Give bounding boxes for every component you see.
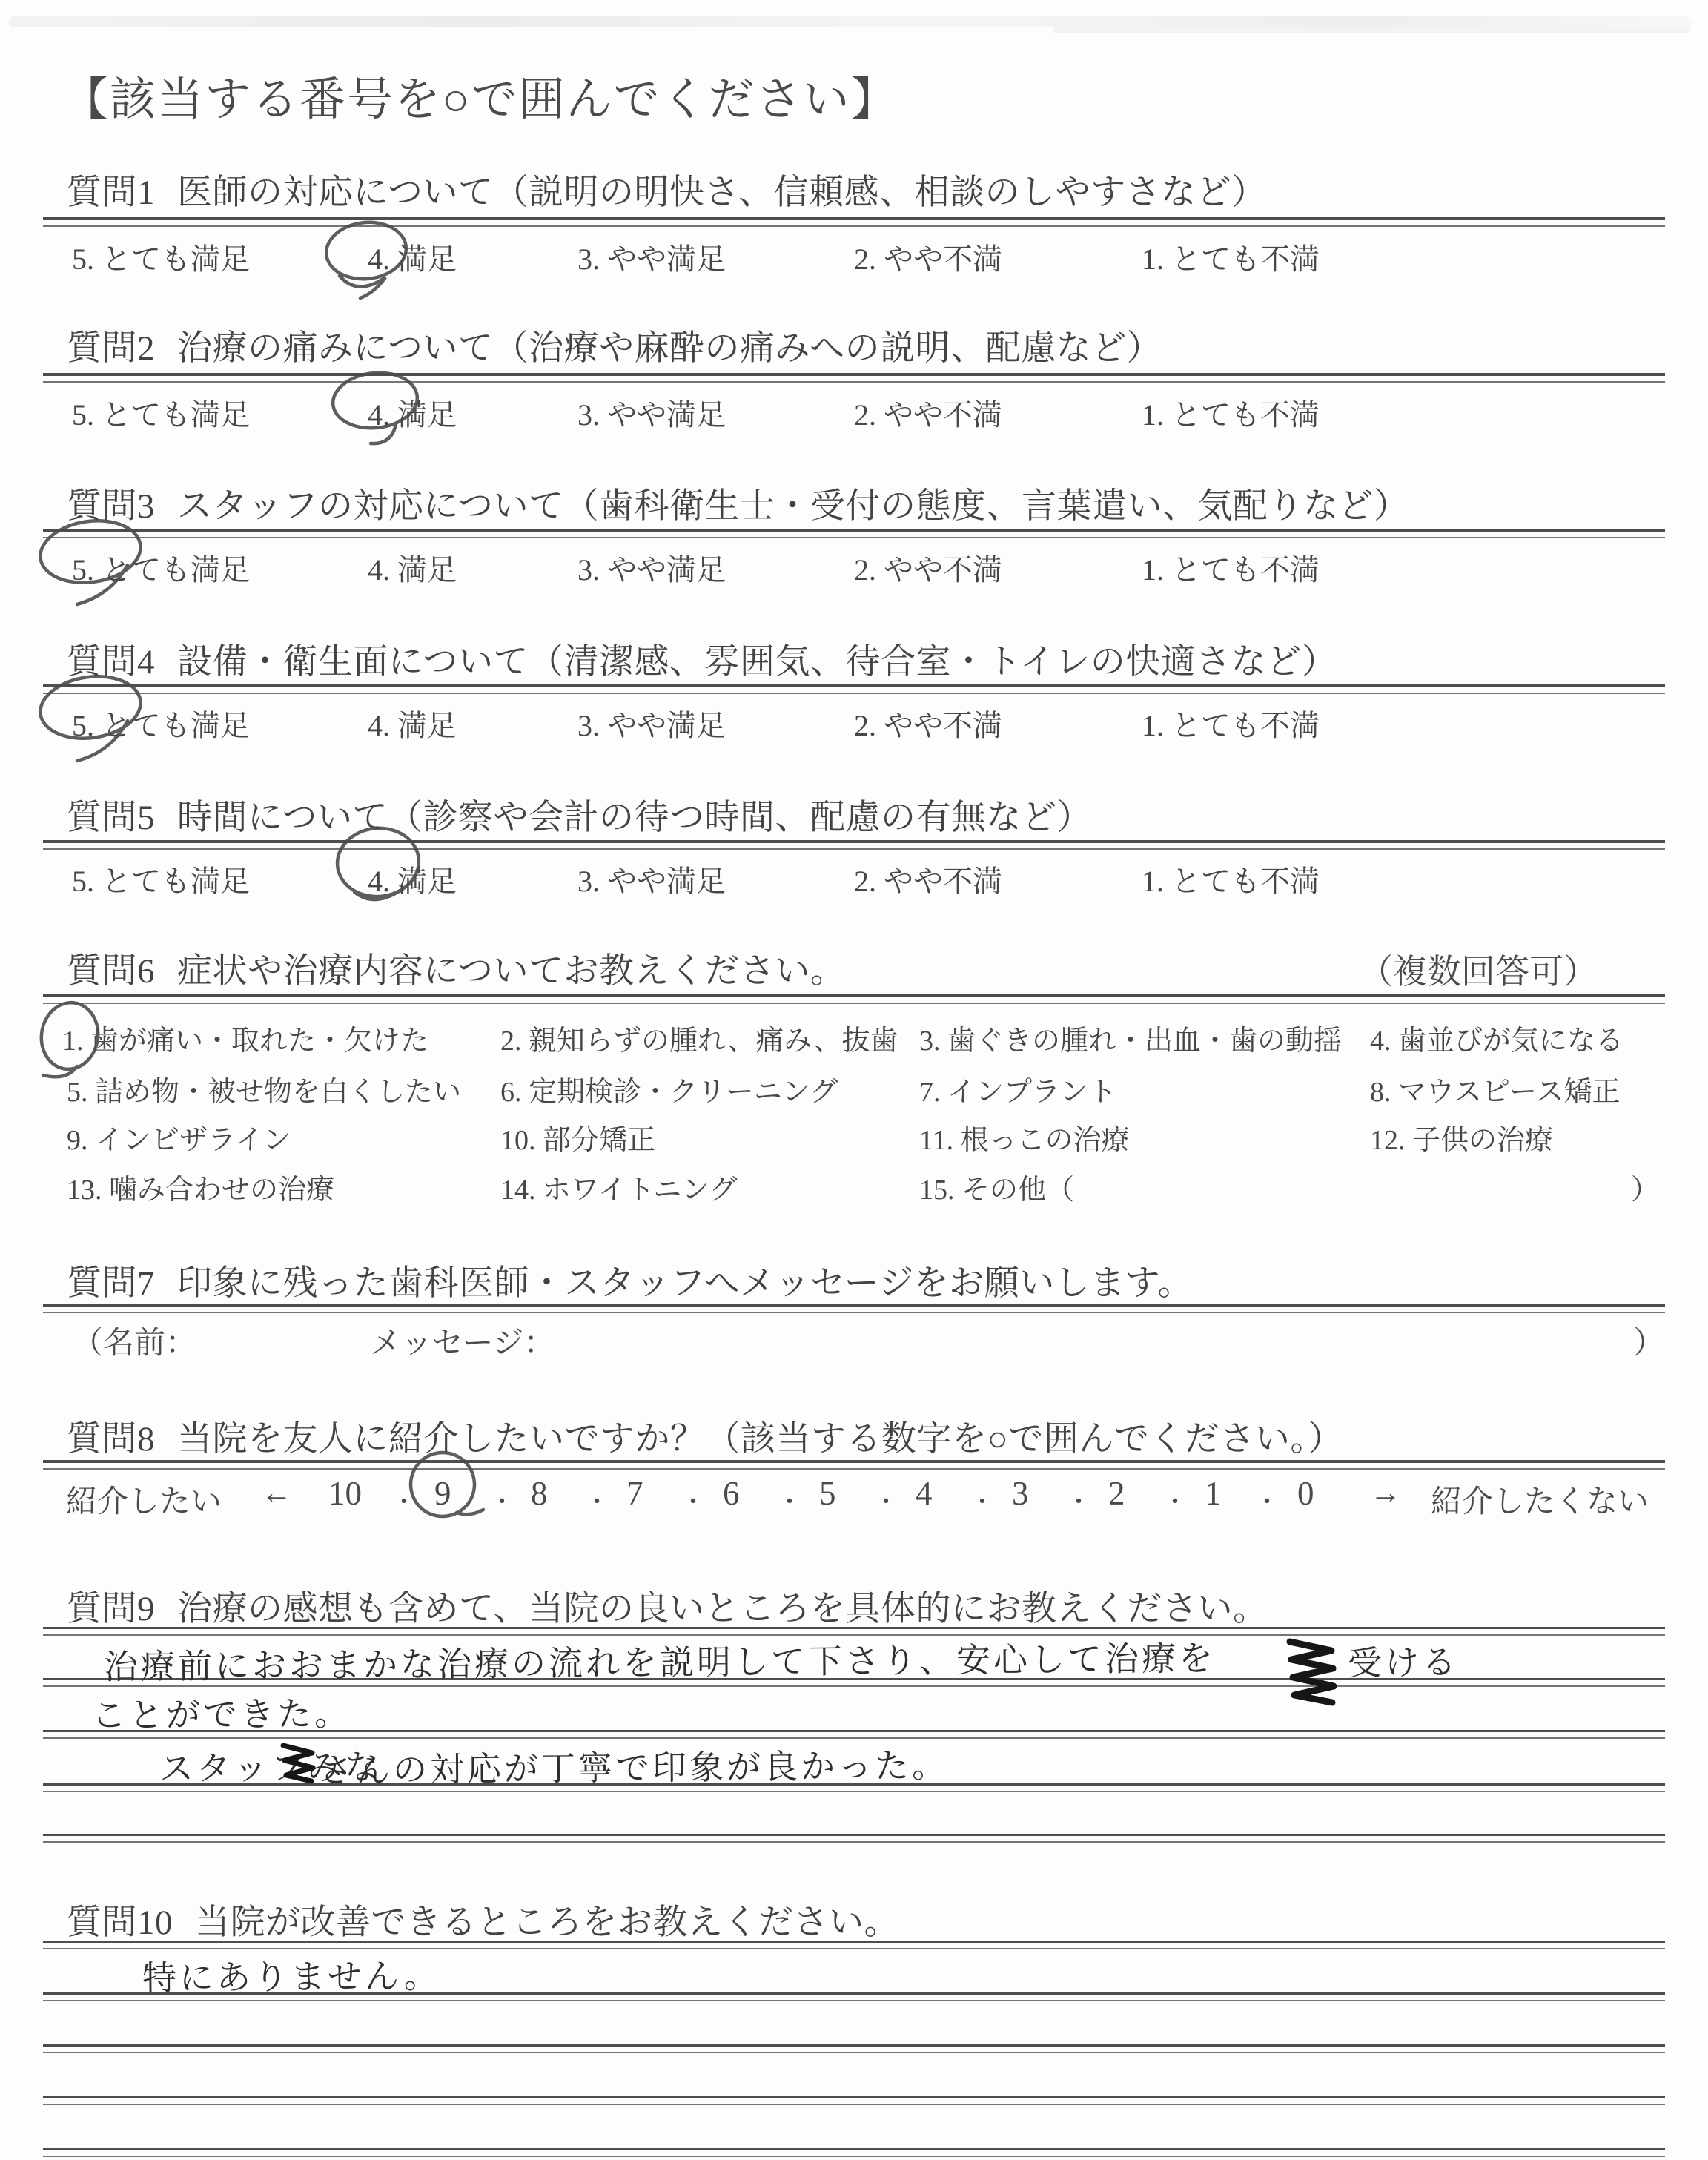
q8-number-1: 1	[1205, 1475, 1222, 1512]
q1-option-2: 2. やや不満	[854, 242, 1002, 276]
rule-line	[43, 529, 1665, 538]
question-3-heading	[67, 478, 1409, 528]
q5-option-5: 5. とても満足	[72, 865, 250, 898]
q7-message-label: メッセージ：	[370, 1327, 555, 1361]
q5-option-1: 1. とても不満	[1142, 865, 1320, 898]
q4-option-5: 5. とても満足	[72, 709, 250, 742]
q9-handwritten-line1-part2: 受ける	[1347, 1642, 1460, 1683]
scan-edge-artifact	[9, 16, 1692, 27]
question-9-label: 質問9	[67, 1590, 155, 1628]
q4-option-4: 4. 満足	[368, 709, 457, 742]
question-2-heading	[67, 320, 1162, 370]
q9-handwritten-line1-part1: 治療前におおまかな治療の流れを説明して下さり、安心して治療を	[103, 1638, 1217, 1687]
question-3-title: スタッフの対応について（歯科衛生士・受付の態度、言葉遣い、気配りなど）	[177, 487, 1409, 526]
question-5-label: 質問5	[67, 799, 155, 837]
question-7-heading	[67, 1255, 1193, 1305]
q8-number-6: 6	[723, 1475, 740, 1512]
question-2-label: 質問2	[67, 329, 155, 368]
q6-item-11: 11. 根っこの治療	[919, 1125, 1130, 1156]
q8-separator-dot: ・	[1254, 1489, 1280, 1516]
question-6-title: 症状や治療内容についてお教えください。	[177, 952, 846, 991]
answer-rule-line	[43, 2044, 1665, 2053]
question-8-title: 当院を友人に紹介したいですか？（該当する数字を○で囲んでください。）	[177, 1420, 1343, 1459]
q6-item-14: 14. ホワイトニング	[500, 1175, 738, 1206]
question-10-label: 質問10	[67, 1903, 173, 1942]
question-8-label: 質問8	[67, 1420, 155, 1459]
rule-line	[43, 373, 1665, 383]
q6-item-9: 9. インビザライン	[67, 1125, 291, 1156]
scan-edge-artifact-right	[1053, 27, 1690, 33]
q1-option-5: 5. とても満足	[72, 242, 250, 276]
q8-separator-dot: ・	[873, 1489, 898, 1516]
q8-separator-dot: ・	[777, 1489, 802, 1516]
q8-number-2: 2	[1108, 1475, 1125, 1512]
q2-option-1: 1. とても不満	[1142, 398, 1320, 432]
q1-option-4: 4. 満足	[368, 242, 457, 276]
q6-item-15: 15. その他（	[919, 1175, 1075, 1206]
question-7-title: 印象に残った歯科医師・スタッフへメッセージをお願いします。	[177, 1264, 1193, 1303]
rule-line	[43, 1304, 1665, 1313]
q8-number-3: 3	[1012, 1475, 1029, 1512]
q5-option-4: 4. 満足	[368, 865, 457, 898]
question-9-title: 治療の感想も含めて、当院の良いところを具体的にお教えください。	[177, 1590, 1268, 1628]
question-1-heading	[67, 165, 1267, 214]
q5-option-2: 2. やや不満	[854, 865, 1002, 898]
answer-rule-line	[43, 1941, 1665, 1949]
q2-option-5: 5. とても満足	[72, 398, 250, 432]
q8-separator-dot: ・	[681, 1489, 706, 1516]
q8-number-4: 4	[916, 1475, 933, 1512]
question-2-title: 治療の痛みについて（治療や麻酔の痛みへの説明、配慮など）	[177, 329, 1162, 368]
question-4-title: 設備・衛生面について（清潔感、雰囲気、待合室・トイレの快適さなど）	[177, 643, 1337, 681]
q8-separator-dot: ・	[584, 1489, 609, 1516]
q2-option-2: 2. やや不満	[854, 398, 1002, 432]
rule-line	[43, 684, 1665, 694]
q8-right-arrow-icon: →	[1370, 1476, 1401, 1510]
q9-handwritten-line3-part2: さんの対応が丁寧で印象が良かった。	[318, 1745, 950, 1791]
q8-separator-dot: ・	[489, 1489, 514, 1516]
q4-option-2: 2. やや不満	[854, 709, 1002, 742]
question-4-label: 質問4	[67, 643, 155, 681]
question-7-label: 質問7	[67, 1264, 155, 1303]
question-10-title: 当院が改善できるところをお教えください。	[195, 1903, 899, 1942]
q3-option-1: 1. とても不満	[1142, 553, 1320, 587]
q2-option-3: 3. やや満足	[577, 398, 726, 432]
q3-option-4: 4. 満足	[368, 553, 457, 587]
question-1-label: 質問1	[67, 174, 155, 212]
q6-item-3: 3. 歯ぐきの腫れ・出血・歯の動揺	[919, 1025, 1343, 1057]
page-title: 【該当する番号を○で囲んでください】	[62, 75, 898, 125]
q9-handwritten-line3-part1: スタッフみな	[159, 1746, 383, 1789]
q8-number-0: 0	[1297, 1475, 1314, 1512]
answer-rule-line	[43, 1834, 1665, 1843]
q8-separator-dot: ・	[1162, 1489, 1188, 1516]
question-9-heading	[67, 1581, 1268, 1631]
question-3-label: 質問3	[67, 487, 155, 526]
question-5-title: 時間について（診察や会計の待つ時間、配慮の有無など）	[177, 799, 1093, 837]
q6-item-12: 12. 子供の治療	[1370, 1125, 1554, 1156]
q10-handwritten-answer: 特にありません。	[142, 1955, 441, 1998]
q7-name-label: （名前：	[72, 1327, 197, 1361]
question-6-heading	[67, 943, 846, 993]
answer-rule-line	[43, 2096, 1665, 2105]
q1-option-1: 1. とても不満	[1142, 242, 1320, 276]
q1-option-3: 3. やや満足	[577, 242, 726, 276]
q8-number-5: 5	[819, 1475, 836, 1512]
question-6-label: 質問6	[67, 952, 155, 991]
q6-item-13: 13. 噛み合わせの治療	[67, 1175, 335, 1206]
q8-number-8: 8	[531, 1475, 548, 1512]
q8-separator-dot: ・	[391, 1489, 417, 1516]
q7-close-paren: ）	[1633, 1327, 1665, 1361]
q6-item-15-close-paren: ）	[1631, 1175, 1660, 1206]
q9-handwritten-line2: ことができた。	[91, 1693, 352, 1736]
q8-left-arrow-icon: ←	[261, 1476, 292, 1510]
q2-option-4: 4. 満足	[368, 398, 457, 432]
question-5-heading	[67, 790, 1092, 839]
q8-right-label: 紹介したくない	[1431, 1485, 1649, 1519]
q3-option-2: 2. やや不満	[854, 553, 1002, 587]
q8-number-9: 9	[434, 1475, 451, 1512]
q8-separator-dot: ・	[970, 1489, 995, 1516]
q3-option-5: 5. とても満足	[72, 553, 250, 587]
q8-number-7: 7	[626, 1475, 643, 1512]
q3-option-3: 3. やや満足	[577, 553, 726, 587]
q6-item-1: 1. 歯が痛い・取れた・欠けた	[62, 1025, 429, 1057]
q8-separator-dot: ・	[1066, 1489, 1091, 1516]
rule-line	[43, 1460, 1665, 1470]
q6-item-6: 6. 定期検診・クリーニング	[500, 1077, 838, 1108]
q4-option-1: 1. とても不満	[1142, 709, 1320, 742]
q4-option-3: 3. やや満足	[577, 709, 726, 742]
q6-item-7: 7. インプラント	[919, 1077, 1117, 1108]
question-8-heading	[67, 1411, 1343, 1461]
q6-item-10: 10. 部分矯正	[500, 1125, 656, 1156]
answer-rule-line	[43, 2148, 1665, 2157]
question-10-heading	[67, 1895, 899, 1944]
question-1-title: 医師の対応について（説明の明快さ、信頼感、相談のしやすさなど）	[177, 174, 1267, 212]
rule-line	[43, 217, 1665, 227]
q8-number-10: 10	[328, 1475, 362, 1512]
q6-item-5: 5. 詰め物・被せ物を白くしたい	[67, 1077, 462, 1108]
rule-line	[43, 994, 1665, 1004]
q6-item-4: 4. 歯並びが気になる	[1370, 1025, 1624, 1057]
q5-option-3: 3. やや満足	[577, 865, 726, 898]
q6-item-2: 2. 親知らずの腫れ、痛み、抜歯	[500, 1025, 898, 1057]
q6-multi-answer-note: （複数回答可）	[1359, 953, 1598, 991]
q8-left-label: 紹介したい	[66, 1485, 222, 1519]
q6-item-8: 8. マウスピース矯正	[1370, 1077, 1621, 1108]
rule-line	[43, 840, 1665, 850]
question-4-heading	[67, 634, 1337, 684]
q9-line1-scribble-mark	[1290, 1642, 1334, 1702]
